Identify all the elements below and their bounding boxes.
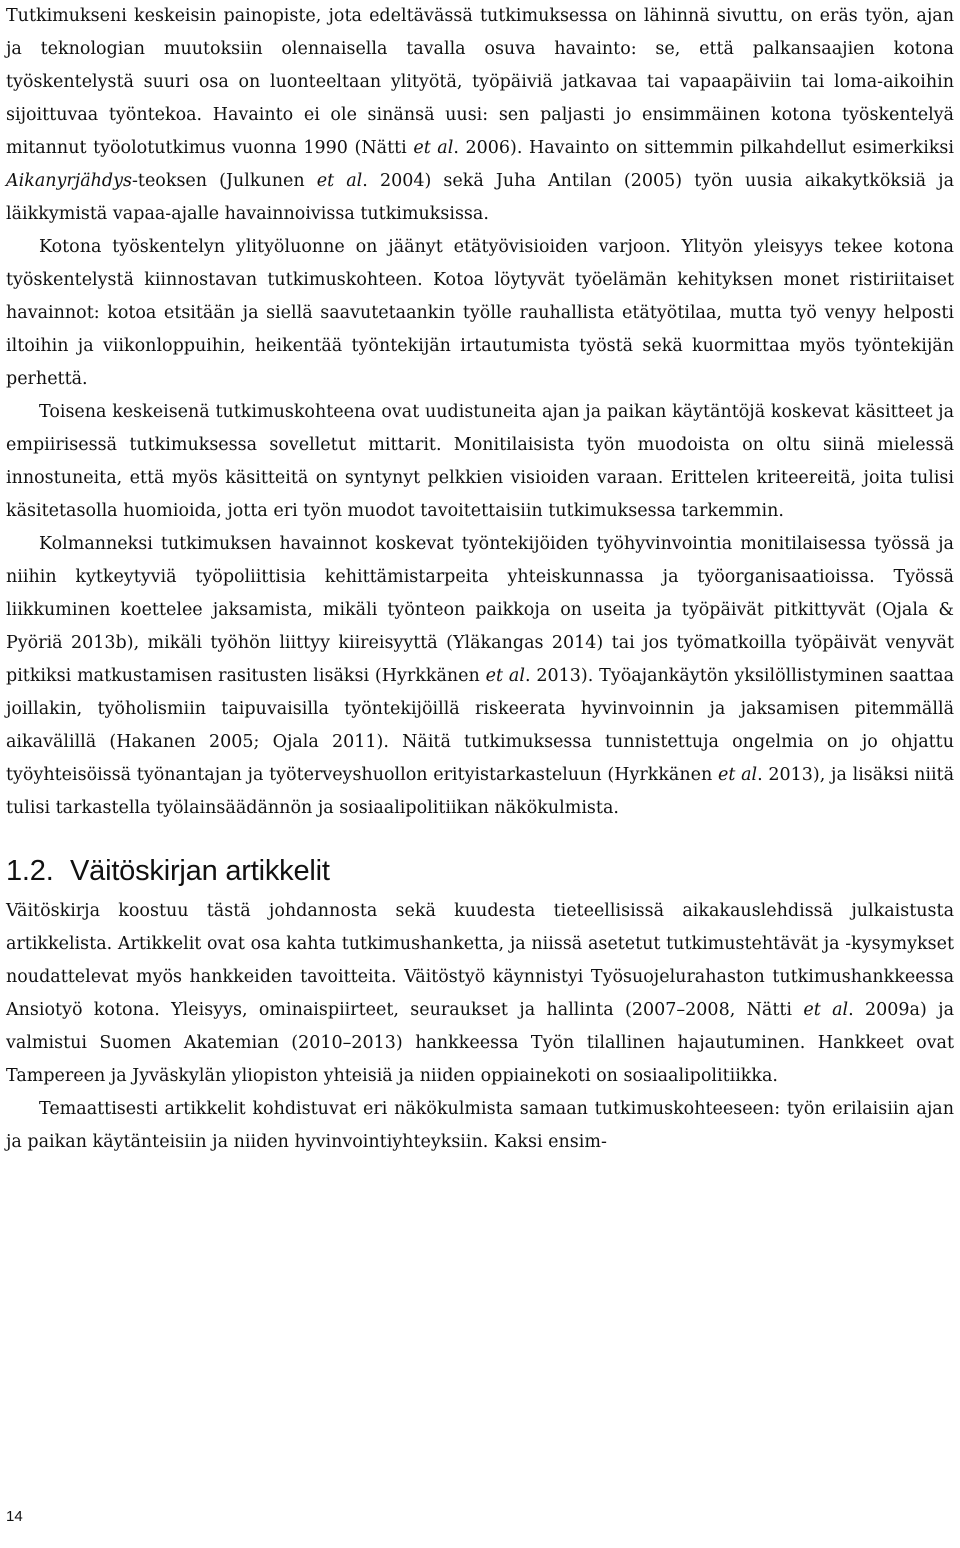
paragraph-3 (6, 396, 954, 528)
italic-segment: et al (485, 666, 525, 686)
page-number: 14 (6, 1508, 23, 1525)
text-segment: Temaattisesti artikkelit kohdistuvat eri näkökulmista samaan tutkimuskohteeseen: työn erilaisiin ajan ja paikan käytänteisiin ja niiden hyvinvointiyhteyksiin. Kaksi ensim- (6, 1099, 954, 1152)
italic-segment: et al (717, 765, 758, 785)
section-title: Väitöskirjan artikkelit (70, 855, 330, 887)
text-segment: Toisena keskeisenä tutkimuskohteena ovat uudistuneita ajan ja paikan käytäntöjä koskevat käsitteet ja empiirisessä tutkimuksessa sovelletut mittarit. Monitilaisista työn muodoista on oltu siinä mielessä innostuneita, että myös käsitteitä on syntynyt pelkkien visioiden varaan. Erittelen kriteereitä, joita tulisi käsitetasolla huomioida, jotta eri työn muodot tavoitettaisiin tutkimuksessa tarkemmin. (6, 402, 954, 521)
section-heading (6, 851, 954, 891)
italic-segment: et al (413, 138, 454, 158)
italic-segment: et al (803, 1000, 849, 1020)
section-number: 1.2. (6, 855, 54, 887)
paragraph-6 (6, 1093, 954, 1159)
paragraph-5 (6, 895, 954, 1093)
text-segment: . 2013). Työajankäytön yksilöllistyminen saattaa joillakin, työholismiin taipuvaisilla työntekijöillä riskeerata hyvinvoinnin ja jaksamisen pitemmällä aikavälillä (Hakanen 2005; Ojala 2011). Näitä tutkimuksessa tunnistettuja ongelmia on jo ohjattu työyhteisöissä työnantajan ja työterveyshuollon erityistarkasteluun (Hyrkkänen (6, 666, 955, 785)
text-segment: . 2009a) ja valmistui Suomen Akatemian (2010–2013) hankkeessa Työn tilallinen hajautuminen. Hankkeet ovat Tampereen ja Jyväskylän yliopiston yhteisiä ja niiden oppiainekoti on sosiaalipolitiikka. (6, 1000, 954, 1086)
text-segment: . 2006). Havainto on sittemmin pilkahdellut esimerkiksi (453, 138, 955, 158)
text-segment: Kolmanneksi tutkimuksen havainnot koskevat työntekijöiden työhyvinvointia monitilaisessa työssä ja niihin kytkeytyviä työpoliittisia kehittämistarpeita yhteiskunnassa ja työorganisaatioissa. Työssä liikkuminen koettelee jaksamista, mikäli työnteon paikkoja on useita ja työpäivät pitkittyvät (Ojala & Pyöriä 2013b), mikäli työhön liittyy kiireisyyttä (Yläkangas 2014) tai jos työmatkoilla työpäivät venyvät pitkiksi matkustamisen rasitusten lisäksi (Hyrkkänen (6, 534, 954, 686)
text-segment: Kotona työskentelyn ylityöluonne on jäänyt etätyövisioiden varjoon. Ylityön yleisyys tekee kotona työskentelystä kiinnostavan tutkimuskohteen. Kotoa löytyvät työelämän kehityksen monet ristiriitaiset havainnot: kotoa etsitään ja siellä saavutetaankin työlle rauhallista etätyötilaa, mutta työ venyy helposti iltoihin ja viikonloppuihin, heikentää työntekijän irtautumista työstä sekä kuormittaa myös työntekijän perhettä. (6, 237, 954, 389)
italic-segment: et al (316, 171, 363, 191)
text-segment: Tutkimukseni keskeisin painopiste, jota edeltävässä tutkimuksessa on lähinnä sivuttu, on eräs työn, ajan ja teknologian muutoksiin olennaisella tavalla osuva havainto: se, että palkansaajien kotona työskentelystä suuri osa on luonteeltaan ylityötä, työpäiviä jatkavaa tai vapaapäiviin tai loma-aikoihin sijoittuvaa työntekoa. Havainto ei ole sinänsä uusi: sen paljasti jo ensimmäinen kotona työskentelyä mitannut työolotutkimus vuonna 1990 (Nätti (6, 6, 954, 158)
italic-segment: Aikanyrjähdys (6, 171, 132, 191)
paragraph-1 (6, 0, 954, 231)
paragraph-4 (6, 528, 954, 825)
body-text (6, 0, 954, 1159)
text-segment: Väitöskirja koostuu tästä johdannosta sekä kuudesta tieteellisissä aikakauslehdissä julkaistusta artikkelista. Artikkelit ovat osa kahta tutkimushanketta, ja niissä asetetut tutkimustehtävät ja -kysymykset noudattelevat myös hankkeiden tavoitteita. Väitöstyö käynnistyi Työsuojelurahaston tutkimushankkeessa Ansiotyö kotona. Yleisyys, ominaispiirteet, seuraukset ja hallinta (2007–2008, Nätti (6, 901, 954, 1020)
text-segment: -teoksen (Julkunen (132, 171, 317, 191)
text-segment: . 2013), ja lisäksi niitä tulisi tarkastella työlainsäädännön ja sosiaalipolitiikan näkökulmista. (6, 765, 955, 818)
text-segment: . 2004) sekä Juha Antilan (2005) työn uusia aikakytköksiä ja läikkymistä vapaa-ajalle havainnoivissa tutkimuksissa. (6, 171, 955, 224)
paragraph-2 (6, 231, 954, 396)
